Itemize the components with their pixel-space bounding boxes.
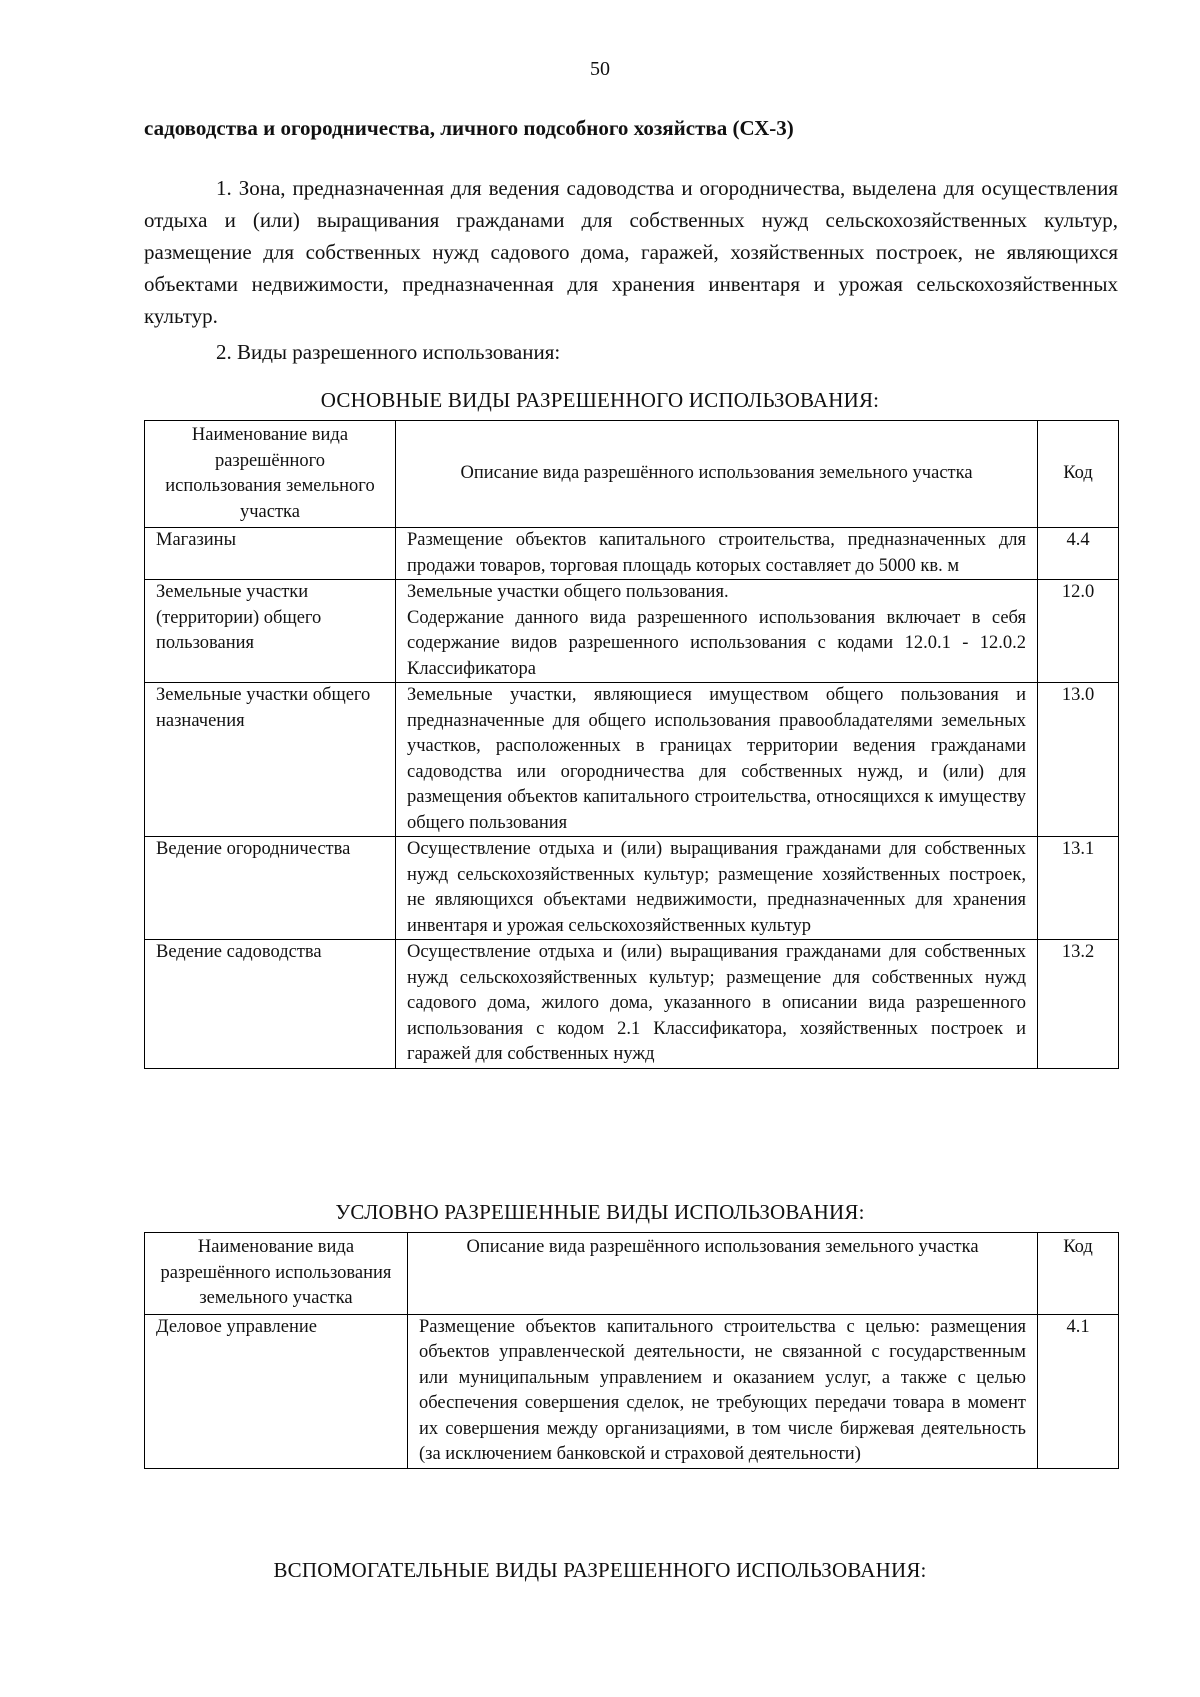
- header-name: Наименование вида разрешённого использования земельного участка: [145, 421, 396, 528]
- header-description: Описание вида разрешённого использования земельного участка: [408, 1233, 1038, 1315]
- table-header-row: [145, 421, 1119, 528]
- use-name: Земельные участки общего назначения: [145, 683, 396, 837]
- page-number: 50: [590, 58, 610, 80]
- use-code: 4.4: [1038, 528, 1119, 580]
- header-description: Описание вида разрешённого использования земельного участка: [396, 421, 1038, 528]
- use-description: Осуществление отдыха и (или) выращивания гражданами для собственных нужд сельскохозяйственных культур; размещение хозяйственных построек, не являющихся объектами недвижимости, предназначенных для хранения инвентаря и урожая сельскохозяйственных культур: [396, 837, 1038, 940]
- use-description-line: Земельные участки общего пользования.: [407, 582, 729, 602]
- table-row: [145, 940, 1119, 1069]
- use-name: Ведение садоводства: [145, 940, 396, 1069]
- conditional-uses-title: УСЛОВНО РАЗРЕШЕННЫЕ ВИДЫ ИСПОЛЬЗОВАНИЯ:: [335, 1200, 865, 1224]
- use-name: Магазины: [145, 528, 396, 580]
- zone-description-paragraph: 1. Зона, предназначенная для ведения садоводства и огородничества, выделена для осуществления отдыха и (или) выращивания гражданами для собственных нужд сельскохозяйственных культур, размещение для собственных нужд садового дома, гаражей, хозяйственных построек, не являющихся объектами недвижимости, предназначенная для хранения инвентаря и урожая сельскохозяйственных культур.: [144, 176, 1118, 328]
- header-code: Код: [1038, 1233, 1119, 1315]
- use-code: 13.2: [1038, 940, 1119, 1069]
- main-uses-table: [144, 420, 1119, 1069]
- use-name: Земельные участки (территории) общего пользования: [145, 580, 396, 683]
- table-row: [145, 580, 1119, 683]
- use-code: 4.1: [1038, 1314, 1119, 1468]
- table-row: [145, 1314, 1119, 1468]
- header-code: Код: [1038, 421, 1119, 528]
- use-name: Ведение огородничества: [145, 837, 396, 940]
- table-header-row: [145, 1233, 1119, 1315]
- table-row: [145, 683, 1119, 837]
- use-description: Размещение объектов капитального строительства с целью: размещения объектов управленческой деятельности, не связанной с государственным или муниципальным управлением и оказанием услуг, а также с целью обеспечения совершения сделок, не требующих передачи товара в момент их совершения между организациями, в том числе биржевая деятельность (за исключением банковской и страховой деятельности): [408, 1314, 1038, 1468]
- conditional-uses-table: [144, 1232, 1119, 1469]
- use-description: Осуществление отдыха и (или) выращивания гражданами для собственных нужд сельскохозяйственных культур; размещение для собственных нужд садового дома, жилого дома, указанного в описании вида разрешенного использования с кодом 2.1 Классификатора, хозяйственных построек и гаражей для собственных нужд: [396, 940, 1038, 1069]
- auxiliary-uses-title: ВСПОМОГАТЕЛЬНЫЕ ВИДЫ РАЗРЕШЕННОГО ИСПОЛЬЗОВАНИЯ:: [273, 1558, 927, 1582]
- use-code: 13.1: [1038, 837, 1119, 940]
- use-code: 12.0: [1038, 580, 1119, 683]
- use-description: Размещение объектов капитального строительства, предназначенных для продажи товаров, торговая площадь которых составляет до 5000 кв. м: [396, 528, 1038, 580]
- use-code: 13.0: [1038, 683, 1119, 837]
- use-description: [396, 580, 1038, 683]
- use-description-line: Содержание данного вида разрешенного использования включает в себя содержание видов разрешенного использования с кодами 12.0.1 - 12.0.2 Классификатора: [407, 607, 1026, 679]
- permitted-uses-intro: 2. Виды разрешенного использования:: [216, 340, 561, 364]
- table-row: [145, 837, 1119, 940]
- header-name: Наименование вида разрешённого использования земельного участка: [145, 1233, 408, 1315]
- zone-heading: садоводства и огородничества, личного подсобного хозяйства (СХ-3): [144, 116, 794, 140]
- table-row: [145, 528, 1119, 580]
- use-description: Земельные участки, являющиеся имуществом общего пользования и предназначенные для общего использования правообладателями земельных участков, расположенных в границах территории ведения гражданами садоводства или огородничества для собственных нужд, и (или) для размещения объектов капитального строительства, относящихся к имуществу общего пользования: [396, 683, 1038, 837]
- main-uses-title: ОСНОВНЫЕ ВИДЫ РАЗРЕШЕННОГО ИСПОЛЬЗОВАНИЯ:: [320, 388, 880, 412]
- use-name: Деловое управление: [145, 1314, 408, 1468]
